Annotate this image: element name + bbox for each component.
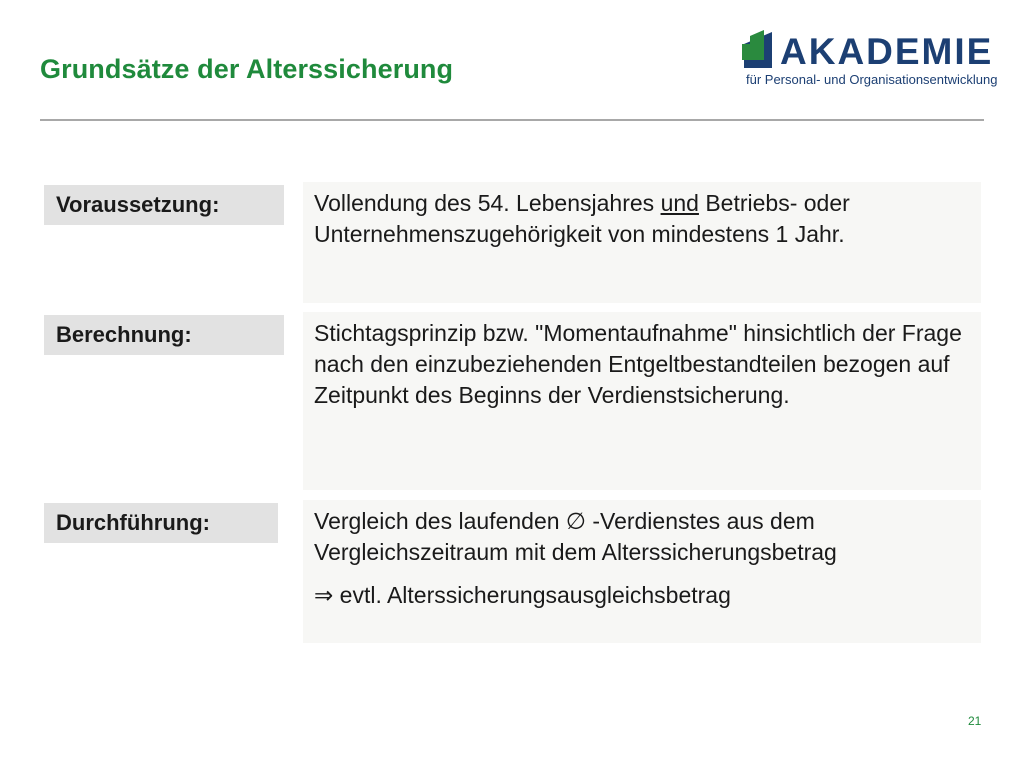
content-voraussetzung <box>303 182 981 303</box>
logo <box>742 30 998 90</box>
header-divider <box>40 119 984 121</box>
content-berechnung <box>303 312 981 490</box>
label-durchfuehrung: Durchführung: <box>44 503 278 543</box>
durchfuehrung-text: Vergleich des laufenden ∅ -Verdienstes aus dem Vergleichszeitraum mit dem Alterssicherungsbetrag <box>314 508 837 565</box>
berechnung-text: Stichtagsprinzip bzw. "Momentaufnahme" hinsichtlich der Frage nach den einzubeziehenden Entgeltbestandteilen bezogen auf Zeitpunkt des Beginns der Verdienstsicherung. <box>314 320 962 408</box>
label-berechnung: Berechnung: <box>44 315 284 355</box>
voraussetzung-text: Vollendung des 54. Lebensjahres und Betriebs- oder Unternehmenszugehörigkeit von mindestens 1 Jahr. <box>314 190 850 247</box>
page-number: 21 <box>968 714 982 728</box>
logo-wordmark: AKADEMIE <box>780 31 994 72</box>
logo-subtitle: für Personal- und Organisationsentwicklung <box>746 72 998 87</box>
page-title: Grundsätze der Alterssicherung <box>40 54 454 84</box>
label-voraussetzung: Voraussetzung: <box>44 185 284 225</box>
logo-mark-icon <box>742 30 776 70</box>
durchfuehrung-result: ⇒ evtl. Alterssicherungsausgleichsbetrag <box>314 582 731 608</box>
underlined-und: und <box>660 190 699 216</box>
content-durchfuehrung <box>303 500 981 643</box>
